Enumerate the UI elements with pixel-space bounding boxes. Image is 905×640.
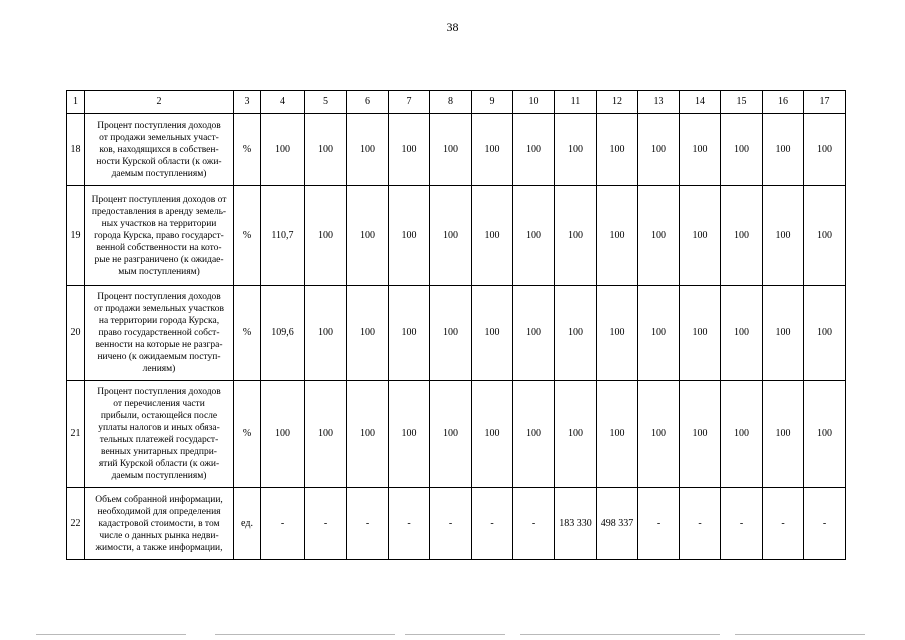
value-cell: 100 <box>347 286 389 381</box>
value-cell: 100 <box>597 381 638 488</box>
header-cell: 11 <box>555 91 597 114</box>
scan-artifact-line <box>520 634 720 635</box>
value-cell: - <box>804 488 846 560</box>
value-cell: 100 <box>430 114 472 186</box>
value-cell: - <box>680 488 721 560</box>
row-number-cell: 18 <box>67 114 85 186</box>
table-row <box>67 286 846 381</box>
scan-artifact-line <box>215 634 395 635</box>
value-cell: 100 <box>513 186 555 286</box>
value-cell: 100 <box>513 381 555 488</box>
unit-cell: % <box>234 286 261 381</box>
value-cell: 100 <box>680 186 721 286</box>
value-cell: - <box>389 488 430 560</box>
value-cell: 183 330 <box>555 488 597 560</box>
value-cell: 100 <box>389 381 430 488</box>
value-cell: 498 337 <box>597 488 638 560</box>
indicator-description-cell: Процент поступления доходов от продажи земельных участ- ков, находящихся в собствен- ности Курской области (к ожи- даемым поступлениям) <box>85 114 234 186</box>
header-cell: 14 <box>680 91 721 114</box>
row-number-cell: 19 <box>67 186 85 286</box>
value-cell: 100 <box>555 381 597 488</box>
value-cell: - <box>472 488 513 560</box>
value-cell: 100 <box>305 286 347 381</box>
value-cell: 100 <box>638 381 680 488</box>
value-cell: 100 <box>430 381 472 488</box>
header-cell: 3 <box>234 91 261 114</box>
table-row <box>67 186 846 286</box>
scan-artifact-line <box>405 634 505 635</box>
value-cell: 100 <box>389 114 430 186</box>
unit-cell: % <box>234 381 261 488</box>
value-cell: 100 <box>305 186 347 286</box>
value-cell: 100 <box>721 381 763 488</box>
header-row <box>67 91 846 114</box>
header-cell: 1 <box>67 91 85 114</box>
value-cell: 100 <box>597 286 638 381</box>
value-cell: 100 <box>389 186 430 286</box>
indicator-description-cell: Процент поступления доходов от продажи земельных участков на территории города Курска, право государственной собст- венности на которые не разгра- ничено (к ожидаемым поступ- лениям) <box>85 286 234 381</box>
value-cell: 100 <box>721 114 763 186</box>
value-cell: 100 <box>513 286 555 381</box>
page-number: 38 <box>446 20 459 34</box>
header-cell: 10 <box>513 91 555 114</box>
value-cell: 100 <box>763 381 804 488</box>
value-cell: 100 <box>555 286 597 381</box>
header-cell: 15 <box>721 91 763 114</box>
value-cell: - <box>305 488 347 560</box>
value-cell: 100 <box>804 114 846 186</box>
value-cell: 110,7 <box>261 186 305 286</box>
header-cell: 2 <box>85 91 234 114</box>
value-cell: 100 <box>305 114 347 186</box>
unit-cell: ед. <box>234 488 261 560</box>
indicator-description-cell: Объем собранной информации, необходимой для определения кадастровой стоимости, в том числе о данных рынка недви- жимости, а также информации, <box>85 488 234 560</box>
value-cell: 100 <box>472 286 513 381</box>
value-cell: - <box>721 488 763 560</box>
value-cell: 100 <box>430 286 472 381</box>
value-cell: 100 <box>763 186 804 286</box>
value-cell: - <box>638 488 680 560</box>
value-cell: 100 <box>638 114 680 186</box>
header-cell: 5 <box>305 91 347 114</box>
value-cell: 100 <box>680 114 721 186</box>
header-cell: 7 <box>389 91 430 114</box>
table-row <box>67 114 846 186</box>
value-cell: 100 <box>721 186 763 286</box>
value-cell: 100 <box>763 286 804 381</box>
header-cell: 4 <box>261 91 305 114</box>
value-cell: 100 <box>261 381 305 488</box>
value-cell: 100 <box>638 186 680 286</box>
value-cell: 100 <box>721 286 763 381</box>
value-cell: 109,6 <box>261 286 305 381</box>
value-cell: 100 <box>261 114 305 186</box>
indicator-description-cell: Процент поступления доходов от перечисления части прибыли, остающейся после уплаты налогов и иных обяза- тельных платежей государст- венных унитарных предпри- ятий Курской области (к ожи- даемым поступлениям) <box>85 381 234 488</box>
value-cell: 100 <box>555 186 597 286</box>
header-cell: 6 <box>347 91 389 114</box>
value-cell: - <box>430 488 472 560</box>
value-cell: 100 <box>804 286 846 381</box>
table-row <box>67 488 846 560</box>
value-cell: 100 <box>680 381 721 488</box>
value-cell: 100 <box>513 114 555 186</box>
value-cell: 100 <box>347 114 389 186</box>
row-number-cell: 22 <box>67 488 85 560</box>
value-cell: 100 <box>347 186 389 286</box>
header-cell: 16 <box>763 91 804 114</box>
value-cell: 100 <box>804 186 846 286</box>
header-cell: 8 <box>430 91 472 114</box>
value-cell: 100 <box>305 381 347 488</box>
value-cell: 100 <box>597 114 638 186</box>
indicator-description-cell: Процент поступления доходов от предоставления в аренду земель- ных участков на территории города Курска, право государст- венной собственности на кото- рые не разграничено (к ожидае- мым поступлениям) <box>85 186 234 286</box>
value-cell: - <box>763 488 804 560</box>
row-number-cell: 21 <box>67 381 85 488</box>
value-cell: - <box>347 488 389 560</box>
unit-cell: % <box>234 114 261 186</box>
scan-artifact-line <box>735 634 865 635</box>
header-cell: 12 <box>597 91 638 114</box>
value-cell: - <box>513 488 555 560</box>
header-cell: 17 <box>804 91 846 114</box>
value-cell: 100 <box>389 286 430 381</box>
scan-artifact-line <box>36 634 186 635</box>
value-cell: 100 <box>680 286 721 381</box>
header-cell: 9 <box>472 91 513 114</box>
table-row <box>67 381 846 488</box>
value-cell: 100 <box>472 381 513 488</box>
value-cell: 100 <box>804 381 846 488</box>
value-cell: 100 <box>472 114 513 186</box>
unit-cell: % <box>234 186 261 286</box>
value-cell: 100 <box>638 286 680 381</box>
indicators-table <box>66 90 846 560</box>
value-cell: 100 <box>430 186 472 286</box>
value-cell: 100 <box>472 186 513 286</box>
row-number-cell: 20 <box>67 286 85 381</box>
value-cell: 100 <box>597 186 638 286</box>
value-cell: - <box>261 488 305 560</box>
value-cell: 100 <box>347 381 389 488</box>
value-cell: 100 <box>763 114 804 186</box>
value-cell: 100 <box>555 114 597 186</box>
header-cell: 13 <box>638 91 680 114</box>
